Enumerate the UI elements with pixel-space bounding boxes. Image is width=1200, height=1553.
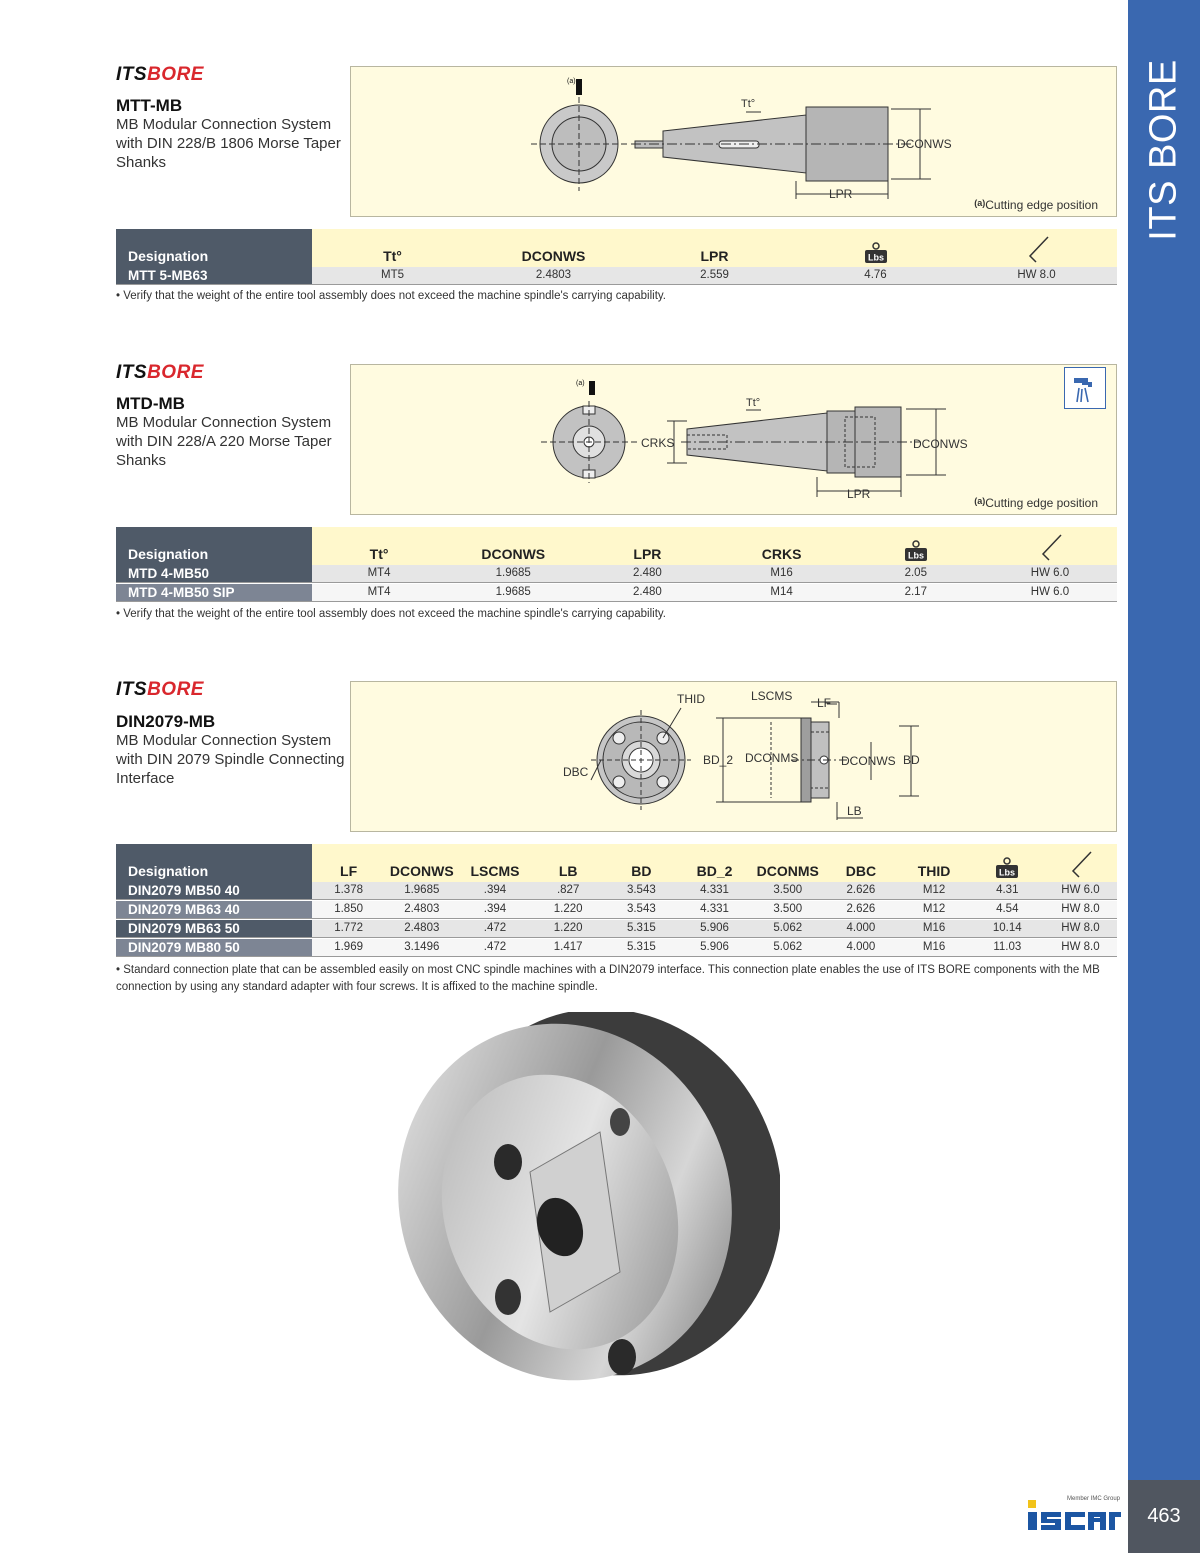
label-thid: THID: [677, 692, 705, 706]
iscar-logo: Member IMC Group: [1028, 1496, 1122, 1532]
technical-drawing: [350, 364, 1117, 515]
label-lpr: LPR: [829, 187, 853, 201]
svg-text:Lbs: Lbs: [867, 252, 884, 263]
cutting-edge-note: $^{(a)}$Cutting edge position: [974, 198, 1098, 212]
col-header: DCONWS: [389, 863, 454, 879]
table-row: DIN2079 MB50 40 1.378 1.9685 .394 .827 3.543 4.331 3.500 2.626 M12 4.31 HW 6.0: [116, 882, 1117, 900]
sidebar-title: ITS BORE: [1142, 59, 1185, 241]
col-header: DCONMS: [756, 863, 819, 879]
table-note: • Verify that the weight of the entire tool assembly does not exceed the machine spindle's carrying capability.: [116, 608, 667, 620]
col-header: THID: [917, 863, 951, 879]
product-description: MB Modular Connection System with DIN 2079 Spindle Connecting Interface: [116, 732, 345, 787]
its-bore-brand: ITSBORE: [116, 362, 204, 383]
cutting-edge-note: $^{(a)}$Cutting edge position: [974, 496, 1098, 510]
svg-text:Lbs: Lbs: [999, 867, 1016, 878]
label-dconws: DCONWS: [913, 437, 968, 451]
product-title: MTD-MB: [116, 394, 185, 413]
col-header: LB: [558, 863, 578, 879]
page-number: 463: [1128, 1480, 1200, 1553]
product-description: MB Modular Connection System with DIN 228/A 220 Morse Taper Shanks: [116, 414, 332, 469]
label-bd: BD: [903, 753, 920, 767]
product-photo: [380, 1012, 780, 1392]
grade-slash-icon: [1044, 844, 1117, 882]
label-lscms: LSCMS: [751, 689, 793, 703]
label-lpr: LPR: [847, 487, 871, 501]
grade-slash-icon: [956, 229, 1117, 267]
designation-header: Designation: [116, 229, 312, 267]
its-bore-brand: ITSBORE: [116, 679, 204, 700]
product-title: MTT-MB: [116, 96, 183, 115]
svg-text:Lbs: Lbs: [907, 550, 924, 561]
label-crks: CRKS: [641, 436, 675, 450]
weight-lbs-icon: [971, 844, 1044, 882]
col-header: DCONWS: [481, 546, 546, 562]
label-a: (a): [567, 78, 576, 85]
label-a: (a): [576, 380, 585, 387]
table-note: • Verify that the weight of the entire tool assembly does not exceed the machine spindle's carrying capability.: [116, 290, 667, 302]
table-note: • Standard connection plate that can be assembled easily on most CNC spindle machines with a DIN2079 interface. This connection plate enables the use of ITS BORE components with the MB connection by using any standard adapter with four screws. It is affixed to the machine spindle.: [116, 964, 1100, 993]
col-header: LF: [340, 863, 358, 879]
col-header: BD: [631, 863, 652, 879]
col-header: LPR: [633, 546, 662, 562]
weight-lbs-icon: [849, 527, 983, 565]
table-row: DIN2079 MB63 50 1.772 2.4803 .472 1.220 5.315 5.906 5.062 4.000 M16 10.14 HW 8.0: [116, 920, 1117, 938]
label-lb: LB: [847, 804, 862, 818]
weight-lbs-icon: [795, 229, 956, 267]
coolant-tap-icon: [1064, 367, 1106, 409]
table-header: [116, 844, 1117, 882]
col-header: Tt°: [383, 248, 402, 264]
label-tt: Tt°: [741, 98, 756, 110]
table-header: [116, 229, 1117, 267]
designation-header: Designation: [116, 844, 312, 882]
col-header: Tt°: [369, 546, 389, 562]
label-bd2: BD_2: [703, 753, 734, 767]
table-header: [116, 527, 1117, 565]
technical-drawing: [350, 66, 1117, 217]
table-row: DIN2079 MB80 50 1.969 3.1496 .472 1.417 5.315 5.906 5.062 4.000 M16 11.03 HW 8.0: [116, 939, 1117, 957]
table-row: MTD 4-MB50 MT4 1.9685 2.480 M16 2.05 HW 6.0: [116, 565, 1117, 583]
label-lf: LF: [817, 696, 832, 710]
table-row: MTT 5-MB63 MT5 2.4803 2.559 4.76 HW 8.0: [116, 267, 1117, 285]
table-row: DIN2079 MB63 40 1.850 2.4803 .394 1.220 3.543 4.331 3.500 2.626 M12 4.54 HW 8.0: [116, 901, 1117, 919]
technical-drawing: [350, 681, 1117, 832]
table-row: MTD 4-MB50 SIP MT4 1.9685 2.480 M14 2.17 HW 6.0: [116, 584, 1117, 602]
its-bore-brand: ITSBORE: [116, 64, 204, 85]
product-description: MB Modular Connection System with DIN 228/B 1806 Morse Taper Shanks: [116, 116, 341, 171]
col-header: DCONWS: [521, 248, 586, 264]
col-header: LPR: [700, 248, 729, 264]
label-dbc: DBC: [563, 765, 589, 779]
label-dconws: DCONWS: [897, 137, 952, 151]
label-tt: Tt°: [746, 397, 761, 409]
col-header: LSCMS: [470, 863, 520, 879]
col-header: BD_2: [696, 863, 733, 879]
col-header: DBC: [845, 863, 877, 879]
product-title: DIN2079-MB: [116, 712, 216, 731]
designation-header: Designation: [116, 527, 312, 565]
label-dconms: DCONMS: [745, 751, 799, 765]
col-header: CRKS: [761, 546, 802, 562]
grade-slash-icon: [983, 527, 1117, 565]
label-dconws: DCONWS: [841, 754, 896, 768]
